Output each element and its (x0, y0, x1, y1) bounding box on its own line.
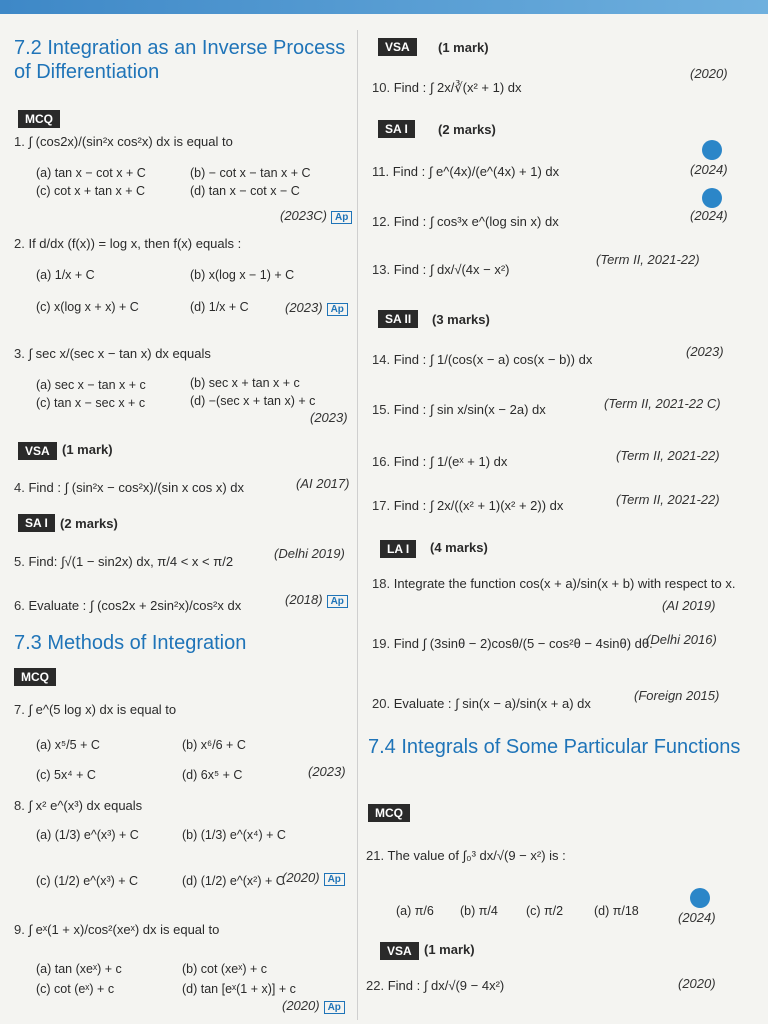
question-number: 16. (372, 454, 391, 469)
year-label: (2023) (310, 410, 348, 425)
question-text: If d/dx (f(x)) = log x, then f(x) equals : (28, 236, 242, 251)
option-c: (c) tan x − sec x + c (36, 396, 146, 410)
year-label: (AI 2019) (662, 598, 716, 613)
year-label: (Term II, 2021-22 C) (604, 396, 721, 411)
year-label: (Term II, 2021-22) (616, 448, 720, 463)
question-text: Find ∫ (3sinθ − 2)cosθ/(5 − cos²θ − 4sinθ) dθ. (393, 636, 653, 651)
question-number: 18. (372, 576, 391, 591)
ap-badge: Ap (327, 595, 348, 608)
question-number: 3. (14, 346, 25, 361)
vsa-tag: VSA (18, 442, 57, 460)
option-b: (b) x(log x − 1) + C (190, 268, 295, 282)
question-text: Find : ∫ 1/(cos(x − a) cos(x − b)) dx (393, 352, 593, 367)
question-22 (366, 978, 504, 993)
option-c: (c) 5x⁴ + C (36, 768, 96, 782)
mcq-tag: MCQ (368, 804, 410, 822)
question-text: ∫ sec x/(sec x − tan x) dx equals (28, 346, 211, 361)
option-a: (a) π/6 (396, 904, 434, 918)
year-label: (2024) (678, 910, 716, 925)
question-number: 6. (14, 598, 25, 613)
question-17 (372, 498, 563, 513)
option-b: (b) (1/3) e^(x⁴) + C (182, 828, 286, 842)
option-a: (a) x⁵/5 + C (36, 738, 100, 752)
question-number: 15. (372, 402, 391, 417)
question-text: Find : ∫ 2x/((x² + 1)(x² + 2)) dx (393, 498, 564, 513)
year-label: (AI 2017) (296, 476, 350, 491)
la1-label: (4 marks) (430, 540, 488, 555)
sa1-label: (2 marks) (60, 516, 118, 531)
question-11 (372, 164, 559, 179)
question-10 (372, 80, 522, 96)
sa1-tag: SA I (378, 120, 415, 138)
option-a: (a) sec x − tan x + c (36, 378, 146, 392)
option-d: (d) (1/2) e^(x²) + C (182, 874, 285, 888)
year-label (285, 592, 348, 608)
vsa-label: (1 mark) (424, 942, 475, 957)
option-d: (d) 1/x + C (190, 300, 249, 314)
question-6 (14, 598, 241, 613)
year-label (282, 870, 345, 886)
question-16 (372, 454, 507, 469)
year-label (282, 998, 345, 1014)
question-text: Evaluate : ∫ (cos2x + 2sin²x)/cos²x dx (28, 598, 242, 613)
question-text: Find : ∫ cos³x e^(log sin x) dx (393, 214, 559, 229)
option-d: (d) tan x − cot x − C (190, 184, 300, 198)
question-2 (14, 236, 241, 251)
year-label: (Delhi 2019) (274, 546, 345, 561)
question-1 (14, 134, 233, 149)
option-c: (c) x(log x + x) + C (36, 300, 139, 314)
question-text: ∫ (cos2x)/(sin²x cos²x) dx is equal to (28, 134, 233, 149)
ap-badge: Ap (327, 303, 348, 316)
option-d: (d) π/18 (594, 904, 639, 918)
section-title-7-2: 7.2 Integration as an Inverse Process of Differentiation (14, 37, 346, 83)
question-number: 4. (14, 480, 25, 495)
year-label: (Foreign 2015) (634, 688, 720, 703)
sa2-tag: SA II (378, 310, 418, 328)
option-b: (b) cot (xeˣ) + c (182, 962, 268, 976)
question-21 (366, 848, 566, 863)
option-b: (b) π/4 (460, 904, 498, 918)
option-a: (a) (1/3) e^(x³) + C (36, 828, 139, 842)
question-19 (372, 636, 653, 651)
question-number: 1. (14, 134, 25, 149)
question-number: 20. (372, 696, 391, 711)
bookmark-badge-icon (702, 188, 722, 208)
question-text: Integrate the function cos(x + a)/sin(x + b) with respect to x. (393, 576, 736, 591)
question-14 (372, 352, 592, 367)
year-label: (Term II, 2021-22) (616, 492, 720, 507)
la1-tag: LA I (380, 540, 416, 558)
option-c: (c) π/2 (526, 904, 564, 918)
question-text: Find : ∫ sin x/sin(x − 2a) dx (393, 402, 546, 417)
year-label (285, 300, 348, 316)
question-text: Evaluate : ∫ sin(x − a)/sin(x + a) dx (393, 696, 591, 711)
question-12 (372, 214, 559, 229)
sa2-label: (3 marks) (432, 312, 490, 327)
ap-badge: Ap (331, 211, 352, 224)
year-text: (2023) (285, 300, 323, 315)
year-label: (2020) (690, 66, 728, 81)
question-text: Find : ∫ e^(4x)/(e^(4x) + 1) dx (392, 164, 560, 179)
vsa-label: (1 mark) (438, 40, 489, 55)
option-c: (c) cot x + tan x + C (36, 184, 146, 198)
question-7 (14, 702, 176, 717)
question-number: 7. (14, 702, 25, 717)
question-text: Find : ∫ dx/√(4x − x²) (393, 262, 510, 277)
sa1-label: (2 marks) (438, 122, 496, 137)
ap-badge: Ap (324, 1001, 345, 1014)
ap-badge: Ap (324, 873, 345, 886)
sa1-tag: SA I (18, 514, 55, 532)
year-label: (2020) (678, 976, 716, 991)
question-8 (14, 798, 142, 813)
bookmark-badge-icon (690, 888, 710, 908)
question-number: 22. (366, 978, 385, 993)
question-number: 11. (372, 164, 390, 179)
option-b: (b) x⁶/6 + C (182, 738, 246, 752)
question-number: 8. (14, 798, 25, 813)
question-number: 19. (372, 636, 391, 651)
question-text: Find : ∫ 1/(eˣ + 1) dx (393, 454, 508, 469)
question-number: 17. (372, 498, 391, 513)
question-20 (372, 696, 591, 711)
year-text: (2018) (285, 592, 323, 607)
question-text: Find : ∫ (sin²x − cos²x)/(sin x cos x) dx (28, 480, 245, 495)
option-d: (d) tan [eˣ(1 + x)] + c (182, 982, 296, 996)
question-text: ∫ e^(5 log x) dx is equal to (28, 702, 177, 717)
option-d: (d) 6x⁵ + C (182, 768, 243, 782)
year-text: (2020) (282, 998, 320, 1013)
question-text: Find: ∫√(1 − sin2x) dx, π/4 < x < π/2 (28, 554, 234, 569)
question-4 (14, 480, 244, 495)
section-title-7-3: 7.3 Methods of Integration (14, 632, 247, 654)
option-d: (d) −(sec x + tan x) + c (190, 394, 316, 408)
option-a: (a) tan x − cot x + C (36, 166, 146, 180)
option-b: (b) − cot x − tan x + C (190, 166, 311, 180)
year-label: (2023) (308, 764, 346, 779)
question-number: 14. (372, 352, 391, 367)
column-divider (357, 30, 358, 1020)
option-a: (a) tan (xeˣ) + c (36, 962, 122, 976)
question-text: ∫ eˣ(1 + x)/cos²(xeˣ) dx is equal to (28, 922, 220, 937)
question-15 (372, 402, 546, 417)
vsa-tag: VSA (378, 38, 417, 56)
question-number: 21. (366, 848, 385, 863)
year-label: (2024) (690, 162, 728, 177)
year-label (280, 208, 352, 224)
question-text: The value of ∫₀³ dx/√(9 − x²) is : (387, 848, 566, 863)
year-text: (2020) (282, 870, 320, 885)
mcq-tag: MCQ (18, 110, 60, 128)
option-c: (c) (1/2) e^(x³) + C (36, 874, 139, 888)
question-text: Find : ∫ dx/√(9 − 4x²) (387, 978, 505, 993)
option-b: (b) sec x + tan x + c (190, 376, 300, 390)
option-c: (c) cot (eˣ) + c (36, 982, 115, 996)
question-18 (372, 576, 735, 591)
year-label: (2023) (686, 344, 724, 359)
question-3 (14, 346, 211, 361)
question-number: 2. (14, 236, 25, 251)
question-13 (372, 262, 510, 277)
year-text: (2023C) (280, 208, 327, 223)
question-number: 10. (372, 80, 391, 95)
question-text: ∫ x² e^(x³) dx equals (28, 798, 143, 813)
question-5 (14, 554, 233, 569)
year-label: (Delhi 2016) (646, 632, 717, 647)
question-9 (14, 922, 219, 937)
question-number: 12. (372, 214, 391, 229)
year-label: (Term II, 2021-22) (596, 252, 700, 267)
bookmark-badge-icon (702, 140, 722, 160)
mcq-tag: MCQ (14, 668, 56, 686)
header-band (0, 0, 768, 14)
question-text: Find : ∫ 2x/∛(x² + 1) dx (393, 80, 522, 95)
section-title-7-4: 7.4 Integrals of Some Particular Functions (368, 736, 741, 758)
option-a: (a) 1/x + C (36, 268, 95, 282)
question-number: 9. (14, 922, 25, 937)
year-label: (2024) (690, 208, 728, 223)
question-number: 13. (372, 262, 391, 277)
question-number: 5. (14, 554, 25, 569)
vsa-label: (1 mark) (62, 442, 113, 457)
vsa-tag: VSA (380, 942, 419, 960)
